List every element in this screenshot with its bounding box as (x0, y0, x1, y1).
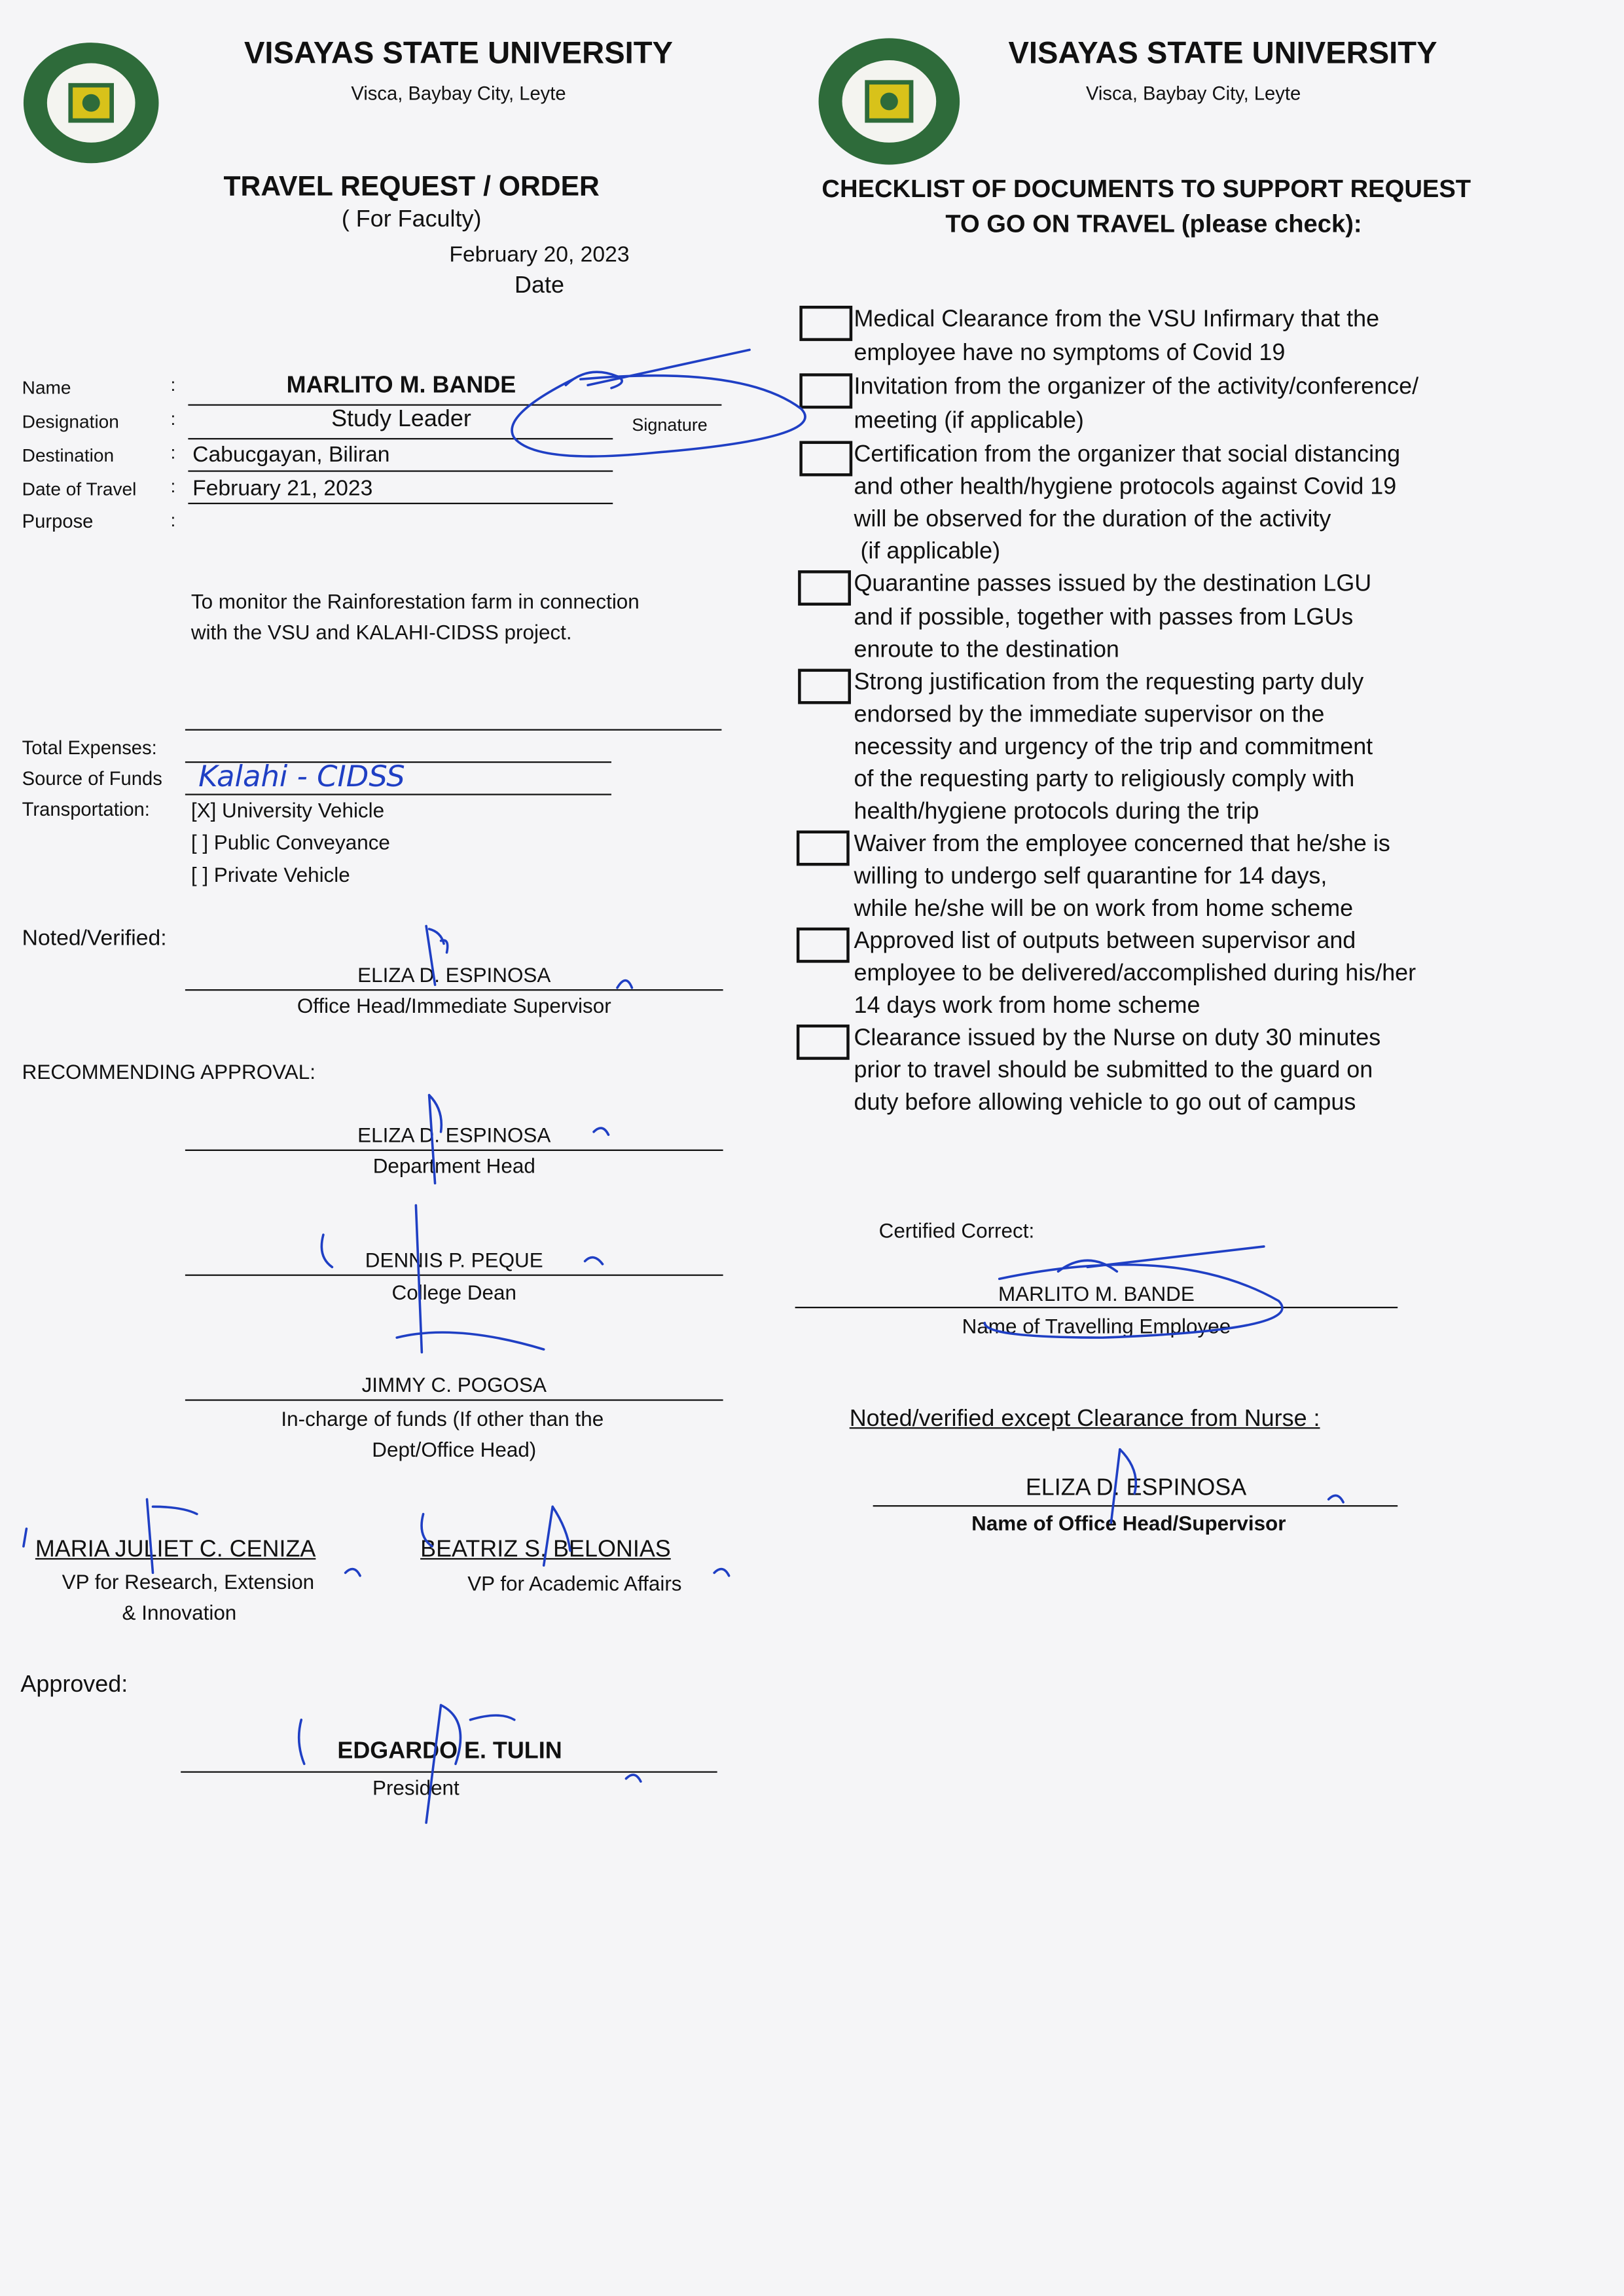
supervisor-line (873, 1505, 1398, 1506)
funds-incharge-name: JIMMY C. POGOSA (361, 1373, 547, 1396)
checklist-checkbox-medical-clearance[interactable] (799, 306, 852, 341)
travelling-employee-name: MARLITO M. BANDE (998, 1281, 1195, 1305)
checklist-item-medical-clearance: Medical Clearance from the VSU Infirmary that the employee have no symptoms of Covid 19 (854, 307, 1380, 365)
dept-head-title: Department Head (372, 1154, 535, 1178)
dean-name: DENNIS P. PEQUE (365, 1248, 543, 1272)
president-title: President (372, 1776, 460, 1800)
checklist-title-line-2: TO GO ON TRAVEL (please check): (945, 210, 1362, 238)
checklist-item-invitation: Invitation from the organizer of the activity/conference/ meeting (if applicable) (854, 374, 1419, 433)
checklist-checkbox-approved-outputs[interactable] (797, 928, 850, 963)
vp-research-name: MARIA JULIET C. CENIZA (35, 1537, 316, 1563)
transport-option-private-vehicle[interactable]: [ ] Private Vehicle (190, 862, 350, 886)
travelling-employee-caption: Name of Travelling Employee (962, 1314, 1231, 1338)
purpose-line-2[interactable]: with the VSU and KALAHI-CIDSS project. (190, 620, 572, 644)
dean-line (185, 1275, 723, 1276)
checklist-checkbox-invitation[interactable] (799, 373, 852, 409)
president-name: EDGARDO E. TULIN (337, 1739, 562, 1764)
colon: : (170, 510, 176, 531)
checklist-checkbox-justification[interactable] (798, 669, 851, 704)
form-title: TRAVEL REQUEST / ORDER (223, 172, 600, 203)
destination-value[interactable]: Cabucgayan, Biliran (192, 442, 390, 467)
president-line (181, 1771, 717, 1772)
name-line (188, 404, 721, 405)
source-of-funds-value[interactable]: Kalahi - CIDSS (198, 758, 405, 794)
destination-label: Destination (22, 445, 115, 466)
university-name: VISAYAS STATE UNIVERSITY (1008, 37, 1437, 71)
noted-verified-label: Noted/Verified: (22, 926, 167, 951)
checklist-checkbox-certification[interactable] (799, 441, 852, 477)
noted-line (185, 989, 723, 991)
vp-academic-name: BEATRIZ S. BELONIAS (420, 1537, 671, 1563)
funds-title-line-1: In-charge of funds (If other than the (281, 1406, 604, 1430)
certified-correct-label: Certified Correct: (878, 1218, 1035, 1243)
university-seal-logo (22, 41, 162, 166)
noted-except-nurse-label: Noted/verified except Clearance from Nurse : (849, 1406, 1320, 1432)
date-of-travel-label: Date of Travel (22, 479, 137, 500)
university-address: Visca, Baybay City, Leyte (1085, 82, 1301, 105)
noted-name: ELIZA D. ESPINOSA (357, 962, 551, 987)
colon: : (170, 442, 176, 464)
recommending-approval-label: RECOMMENDING APPROVAL: (22, 1059, 316, 1084)
source-of-funds-line (185, 793, 611, 795)
colon: : (170, 476, 176, 497)
checklist-checkbox-waiver[interactable] (797, 831, 850, 866)
checklist-checkbox-quarantine-passes[interactable] (798, 570, 851, 606)
designation-value[interactable]: Study Leader (331, 407, 471, 433)
checklist-checkbox-nurse-clearance[interactable] (797, 1025, 850, 1060)
signature-bande-top (512, 350, 805, 456)
purpose-line-1[interactable]: To monitor the Rainforestation farm in connection (190, 589, 640, 613)
date-of-travel-value[interactable]: February 21, 2023 (192, 476, 373, 501)
university-address: Visca, Baybay City, Leyte (351, 82, 566, 105)
form-subtitle: ( For Faculty) (341, 207, 482, 232)
colon: : (170, 374, 176, 395)
checklist-item-waiver: Waiver from the employee concerned that he/she is willing to undergo self quarantine for 14 days, while he/she will be on work from home scheme (854, 831, 1390, 922)
supervisor-caption: Name of Office Head/Supervisor (971, 1511, 1286, 1535)
purpose-label: Purpose (22, 510, 94, 532)
checklist-item-justification: Strong justification from the requesting party duly endorsed by the immediate supervisor on the necessity and urgency of the trip and commitment of the requesting party to religiously comply with health/hygiene protocols during the trip (854, 670, 1373, 825)
checklist-item-nurse-clearance: Clearance issued by the Nurse on duty 30 minutes prior to travel should be submitted to the guard on duty before allowing vehicle to go out of campus (854, 1026, 1381, 1116)
destination-line (188, 470, 613, 471)
university-name: VISAYAS STATE UNIVERSITY (244, 37, 674, 71)
date-label: Date (514, 273, 564, 299)
dean-title: College Dean (391, 1280, 517, 1304)
colon: : (170, 409, 176, 429)
transportation-label: Transportation: (22, 798, 150, 820)
travelling-employee-line (795, 1307, 1398, 1308)
checklist-item-approved-outputs: Approved list of outputs between supervisor and employee to be delivered/accomplished during his/her 14 days work from home scheme (854, 928, 1416, 1019)
name-label: Name (22, 378, 71, 399)
total-expenses-top-line (185, 729, 721, 731)
approved-label: Approved: (20, 1673, 128, 1698)
name-value[interactable]: MARLITO M. BANDE (286, 373, 516, 399)
designation-line (188, 438, 613, 439)
designation-label: Designation (22, 411, 119, 433)
checklist-item-certification: Certification from the organizer that social distancing and other health/hygiene protocols against Covid 19 will be observed for the duration of the activity (if applicable) (854, 442, 1401, 565)
supervisor-name: ELIZA D. ESPINOSA (1025, 1476, 1247, 1501)
date-of-travel-line (188, 503, 613, 504)
total-expenses-label: Total Expenses: (22, 736, 157, 759)
vp-academic-title: VP for Academic Affairs (467, 1571, 682, 1595)
source-of-funds-label: Source of Funds (22, 767, 162, 790)
university-seal-logo (816, 37, 963, 166)
transport-option-public-conveyance[interactable]: [ ] Public Conveyance (190, 830, 390, 854)
vp-research-title-line-1: VP for Research, Extension (62, 1569, 315, 1594)
dept-head-name: ELIZA D. ESPINOSA (357, 1123, 551, 1147)
transport-option-university-vehicle[interactable]: [X] University Vehicle (190, 798, 385, 822)
request-date: February 20, 2023 (449, 242, 630, 268)
checklist-item-quarantine-passes: Quarantine passes issued by the destination LGU and if possible, together with passes from LGUs enroute to the destination (854, 572, 1372, 663)
checklist-title-line-1: CHECKLIST OF DOCUMENTS TO SUPPORT REQUEST (821, 175, 1471, 203)
vp-research-title-line-2: & Innovation (122, 1601, 237, 1624)
funds-title-line-2: Dept/Office Head) (372, 1437, 537, 1461)
signature-label: Signature (632, 414, 708, 435)
signature-peque (321, 1205, 602, 1353)
dept-head-line (185, 1150, 723, 1151)
funds-line (185, 1399, 723, 1400)
noted-title: Office Head/Immediate Supervisor (297, 993, 611, 1017)
